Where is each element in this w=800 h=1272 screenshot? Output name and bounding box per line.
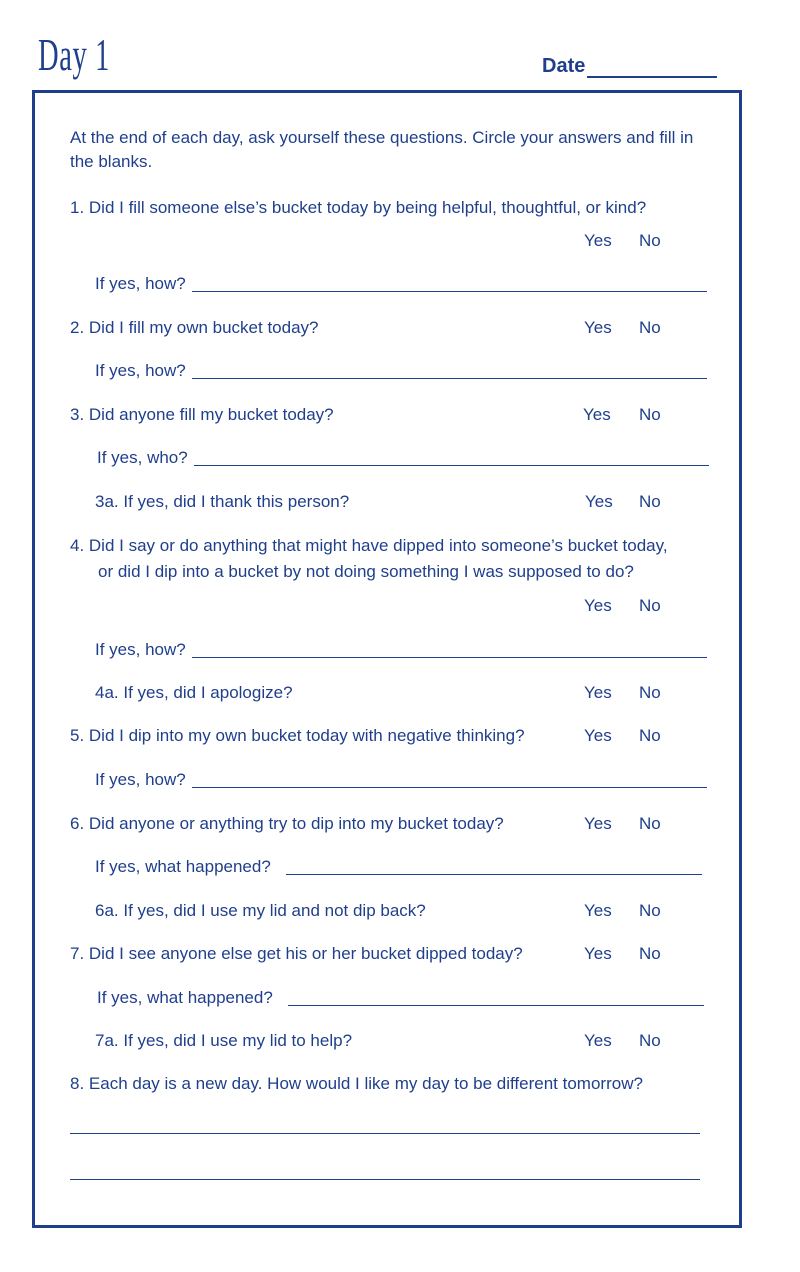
q6-followup-label: If yes, what happened? (95, 857, 271, 876)
q1-followup-label: If yes, how? (95, 274, 186, 293)
question-4-line-1: 4. Did I say or do anything that might have dipped into someone’s bucket today, (70, 536, 668, 555)
question-8: 8. Each day is a new day. How would I like my day to be different tomorrow? (70, 1074, 643, 1093)
q2-no[interactable]: No (639, 318, 661, 337)
q2-answer-blank[interactable] (192, 378, 707, 379)
q6-answer-blank[interactable] (286, 874, 702, 875)
q3-yes[interactable]: Yes (583, 405, 611, 424)
q1-answer-blank[interactable] (192, 291, 707, 292)
question-3: 3. Did anyone fill my bucket today? (70, 405, 334, 424)
q8-answer-blank-1[interactable] (70, 1133, 700, 1134)
q4-answer-blank[interactable] (192, 657, 707, 658)
q5-answer-blank[interactable] (192, 787, 707, 788)
q2-followup-label: If yes, how? (95, 361, 186, 380)
q6a-no[interactable]: No (639, 901, 661, 920)
question-6: 6. Did anyone or anything try to dip into my bucket today? (70, 814, 504, 833)
q6a-yes[interactable]: Yes (584, 901, 612, 920)
q7a-yes[interactable]: Yes (584, 1031, 612, 1050)
q7-answer-blank[interactable] (288, 1005, 704, 1006)
q4-yes[interactable]: Yes (584, 596, 612, 615)
q5-yes[interactable]: Yes (584, 726, 612, 745)
date-label: Date (542, 55, 586, 77)
q1-no[interactable]: No (639, 231, 661, 250)
q3-answer-blank[interactable] (194, 465, 709, 466)
q7-followup-label: If yes, what happened? (97, 988, 273, 1007)
q7a-no[interactable]: No (639, 1031, 661, 1050)
q2-yes[interactable]: Yes (584, 318, 612, 337)
q6-yes[interactable]: Yes (584, 814, 612, 833)
q3a-no[interactable]: No (639, 492, 661, 511)
q8-answer-blank-2[interactable] (70, 1179, 700, 1180)
page-title: Day 1 (38, 29, 111, 80)
instructions: At the end of each day, ask yourself these questions. Circle your answers and fill in the blanks. (70, 128, 694, 171)
question-4a: 4a. If yes, did I apologize? (95, 683, 293, 702)
q5-followup-label: If yes, how? (95, 770, 186, 789)
question-6a: 6a. If yes, did I use my lid and not dip back? (95, 901, 426, 920)
question-7a: 7a. If yes, did I use my lid to help? (95, 1031, 353, 1050)
question-4-line-2: or did I dip into a bucket by not doing something I was supposed to do? (98, 562, 634, 581)
q6-no[interactable]: No (639, 814, 661, 833)
q4a-yes[interactable]: Yes (584, 683, 612, 702)
question-3a: 3a. If yes, did I thank this person? (95, 492, 350, 511)
q3a-yes[interactable]: Yes (585, 492, 613, 511)
date-blank[interactable] (587, 54, 717, 78)
question-2: 2. Did I fill my own bucket today? (70, 318, 319, 337)
q4-followup-label: If yes, how? (95, 640, 186, 659)
question-7: 7. Did I see anyone else get his or her bucket dipped today? (70, 944, 523, 963)
q7-yes[interactable]: Yes (584, 944, 612, 963)
q7-no[interactable]: No (639, 944, 661, 963)
q1-yes[interactable]: Yes (584, 231, 612, 250)
q5-no[interactable]: No (639, 726, 661, 745)
question-5: 5. Did I dip into my own bucket today with negative thinking? (70, 726, 525, 745)
q4a-no[interactable]: No (639, 683, 661, 702)
q3-no[interactable]: No (639, 405, 661, 424)
q4-no[interactable]: No (639, 596, 661, 615)
q3-followup-label: If yes, who? (97, 448, 188, 467)
question-1: 1. Did I fill someone else’s bucket today by being helpful, thoughtful, or kind? (70, 198, 647, 217)
date-field[interactable] (542, 54, 717, 78)
